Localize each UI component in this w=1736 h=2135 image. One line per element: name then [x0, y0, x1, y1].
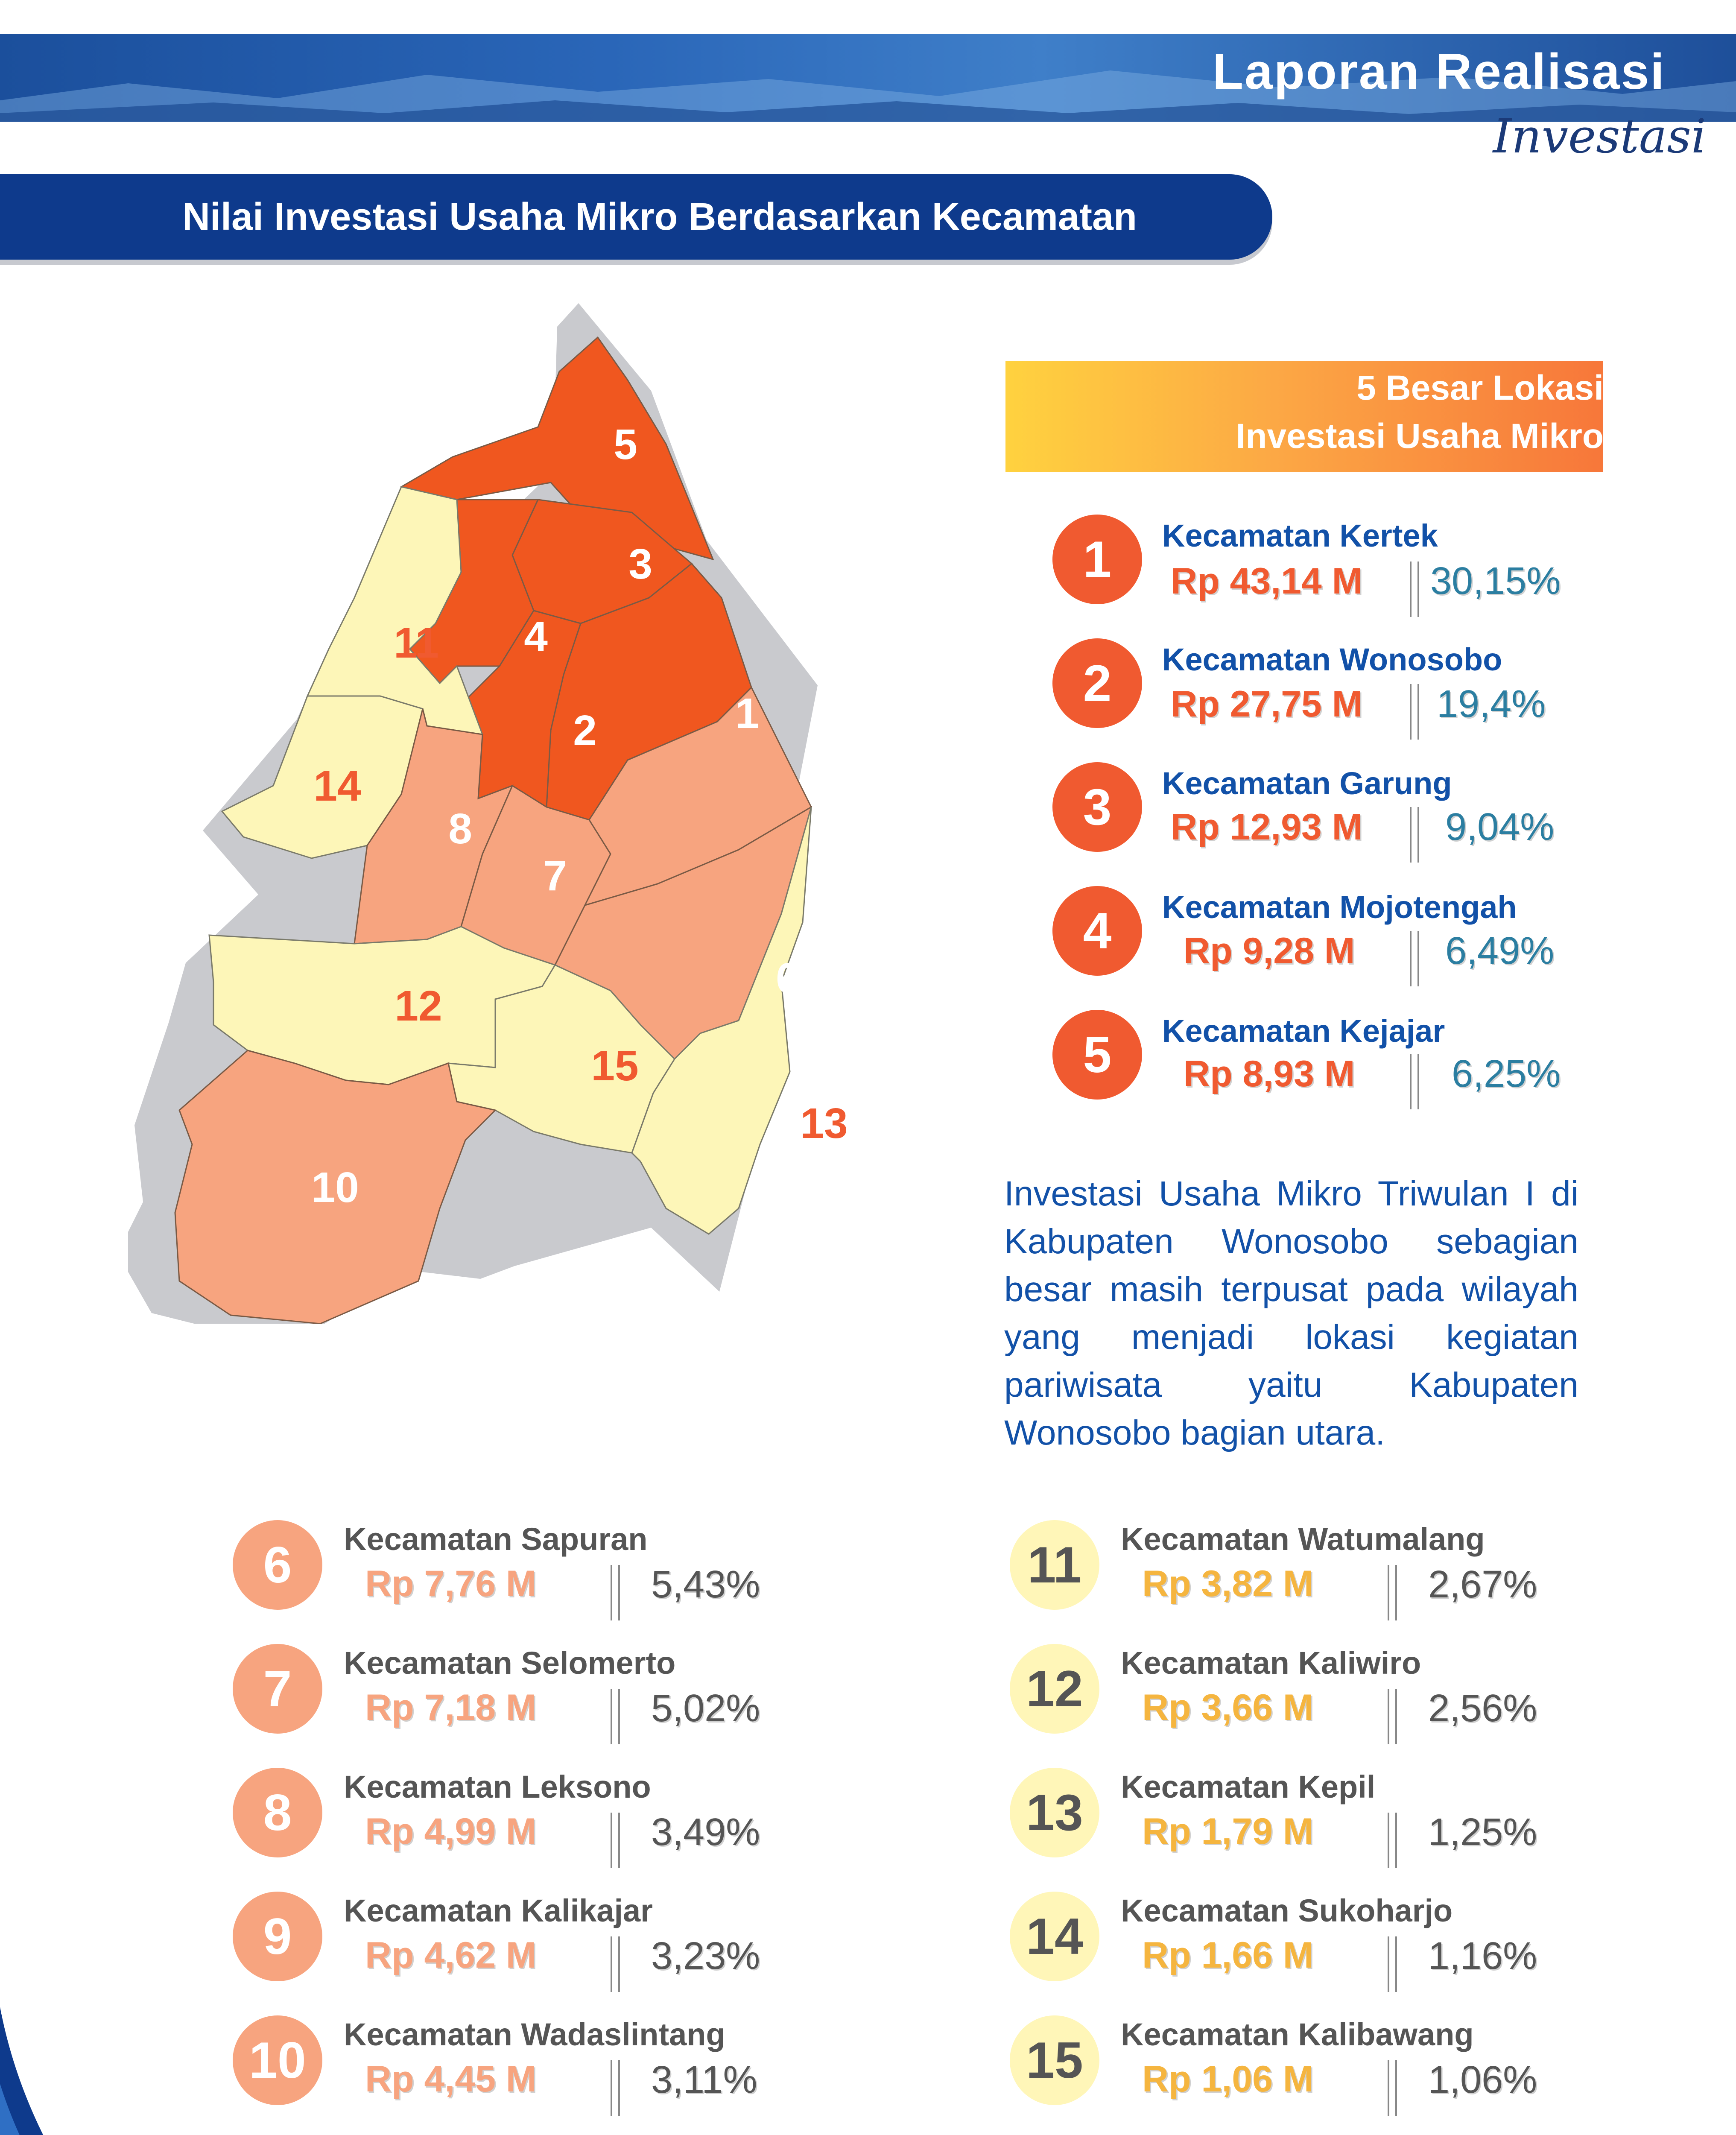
- district-pct-14: 1,16%: [1428, 1935, 1537, 1977]
- district-value-15: Rp 1,06 M: [1142, 2059, 1314, 2100]
- district-value-14: Rp 1,66 M: [1142, 1935, 1314, 1976]
- separator-12: [1388, 1689, 1397, 1744]
- district-name-7: Kecamatan Selomerto: [344, 1645, 676, 1681]
- top5-name-4: Kecamatan Mojotengah: [1162, 889, 1517, 925]
- region-label-3: 3: [628, 540, 652, 588]
- rank-badge-4: 4: [1052, 886, 1142, 976]
- district-value-13: Rp 1,79 M: [1142, 1811, 1314, 1852]
- rank-badge-13: 13: [1010, 1768, 1099, 1857]
- district-value-12: Rp 3,66 M: [1142, 1687, 1314, 1728]
- region-label-6: 6: [776, 954, 800, 1002]
- top5-pct-3: 9,04%: [1445, 806, 1555, 848]
- decorative-swoosh: [0, 2007, 470, 2135]
- separator-10: [611, 2060, 620, 2116]
- top5-name-3: Kecamatan Garung: [1162, 766, 1452, 801]
- district-pct-15: 1,06%: [1428, 2059, 1537, 2101]
- separator-14: [1388, 1936, 1397, 1992]
- separator-13: [1388, 1813, 1397, 1868]
- top5-title-line2: Investasi Usaha Mikro: [1236, 417, 1604, 456]
- separator-9: [611, 1936, 620, 1992]
- region-label-12: 12: [395, 982, 442, 1030]
- district-name-12: Kecamatan Kaliwiro: [1121, 1645, 1421, 1681]
- district-value-8: Rp 4,99 M: [365, 1811, 537, 1852]
- region-label-1: 1: [735, 690, 759, 737]
- district-name-6: Kecamatan Sapuran: [344, 1521, 648, 1557]
- header-script-subtitle: Investasi: [1493, 109, 1706, 164]
- wonosobo-map: [128, 299, 982, 1324]
- district-name-15: Kecamatan Kalibawang: [1121, 2017, 1474, 2052]
- top5-value-5: Rp 8,93 M: [1184, 1053, 1355, 1094]
- description-paragraph: Investasi Usaha Mikro Triwulan I di Kabupaten Wonosobo sebagian besar masih terpusat pada wilayah yang menjadi lokasi kegiatan pariwisata yaitu Kabupaten Wonosobo bagian utara.: [1004, 1174, 1578, 1452]
- district-name-11: Kecamatan Watumalang: [1121, 1521, 1485, 1557]
- rank-badge-15: 15: [1010, 2015, 1099, 2105]
- separator-8: [611, 1813, 620, 1868]
- swoosh-icon: [0, 2007, 470, 2135]
- region-label-11: 11: [394, 619, 439, 667]
- separator-7: [611, 1689, 620, 1744]
- rank-badge-2: 2: [1052, 638, 1142, 728]
- top5-value-4: Rp 9,28 M: [1184, 930, 1355, 971]
- header-title: Laporan Realisasi: [1213, 44, 1666, 100]
- district-pct-8: 3,49%: [651, 1811, 760, 1854]
- district-value-10: Rp 4,45 M: [365, 2059, 537, 2100]
- region-label-5: 5: [614, 421, 637, 468]
- rank-badge-3: 3: [1052, 762, 1142, 852]
- district-pct-10: 3,11%: [651, 2059, 757, 2101]
- separator-3: [1410, 807, 1419, 863]
- district-pct-7: 5,02%: [651, 1687, 760, 1730]
- district-pct-11: 2,67%: [1428, 1563, 1537, 1606]
- district-name-9: Kecamatan Kalikajar: [344, 1893, 653, 1928]
- separator-4: [1410, 931, 1419, 986]
- separator-1: [1410, 562, 1419, 617]
- top5-pct-1: 30,15%: [1430, 560, 1561, 602]
- district-name-8: Kecamatan Leksono: [344, 1769, 651, 1805]
- top5-pct-4: 6,49%: [1445, 930, 1555, 972]
- top5-value-1: Rp 43,14 M: [1171, 561, 1363, 602]
- top5-value-2: Rp 27,75 M: [1171, 684, 1363, 725]
- region-label-14: 14: [313, 762, 361, 810]
- rank-badge-10: 10: [233, 2015, 322, 2105]
- separator-5: [1410, 1054, 1419, 1109]
- rank-badge-12: 12: [1010, 1644, 1099, 1734]
- district-value-9: Rp 4,62 M: [365, 1935, 537, 1976]
- district-pct-9: 3,23%: [651, 1935, 760, 1977]
- region-label-4: 4: [524, 613, 548, 661]
- district-name-10: Kecamatan Wadaslintang: [344, 2017, 725, 2052]
- rank-badge-8: 8: [233, 1768, 322, 1857]
- region-label-2: 2: [573, 707, 597, 755]
- district-name-13: Kecamatan Kepil: [1121, 1769, 1376, 1805]
- rank-badge-11: 11: [1010, 1520, 1099, 1610]
- separator-6: [611, 1565, 620, 1620]
- top5-name-5: Kecamatan Kejajar: [1162, 1013, 1445, 1049]
- district-value-6: Rp 7,76 M: [365, 1563, 537, 1604]
- district-name-14: Kecamatan Sukoharjo: [1121, 1893, 1453, 1928]
- region-label-15: 15: [591, 1042, 639, 1090]
- district-value-7: Rp 7,18 M: [365, 1687, 537, 1728]
- top5-pct-5: 6,25%: [1452, 1053, 1561, 1095]
- top5-title-line1: 5 Besar Lokasi: [1356, 369, 1604, 407]
- district-pct-12: 2,56%: [1428, 1687, 1537, 1730]
- section-title: Nilai Investasi Usaha Mikro Berdasarkan Kecamatan: [182, 196, 1137, 238]
- district-value-11: Rp 3,82 M: [1142, 1563, 1314, 1604]
- region-label-13: 13: [800, 1100, 848, 1147]
- district-map: [128, 299, 982, 1324]
- separator-15: [1388, 2060, 1397, 2116]
- region-label-7: 7: [543, 852, 567, 900]
- rank-badge-7: 7: [233, 1644, 322, 1734]
- rank-badge-14: 14: [1010, 1892, 1099, 1981]
- rank-badge-6: 6: [233, 1520, 322, 1610]
- separator-11: [1388, 1565, 1397, 1620]
- top5-name-2: Kecamatan Wonosobo: [1162, 642, 1502, 677]
- separator-2: [1410, 684, 1419, 740]
- district-pct-6: 5,43%: [651, 1563, 760, 1606]
- top5-name-1: Kecamatan Kertek: [1162, 518, 1438, 553]
- region-label-8: 8: [448, 805, 472, 853]
- rank-badge-5: 5: [1052, 1010, 1142, 1100]
- top5-pct-2: 19,4%: [1437, 683, 1546, 725]
- rank-badge-9: 9: [233, 1892, 322, 1981]
- rank-badge-1: 1: [1052, 515, 1142, 604]
- top5-value-3: Rp 12,93 M: [1171, 807, 1363, 848]
- region-label-10: 10: [311, 1164, 359, 1211]
- district-pct-13: 1,25%: [1428, 1811, 1537, 1854]
- region-label-9: 9: [810, 784, 834, 831]
